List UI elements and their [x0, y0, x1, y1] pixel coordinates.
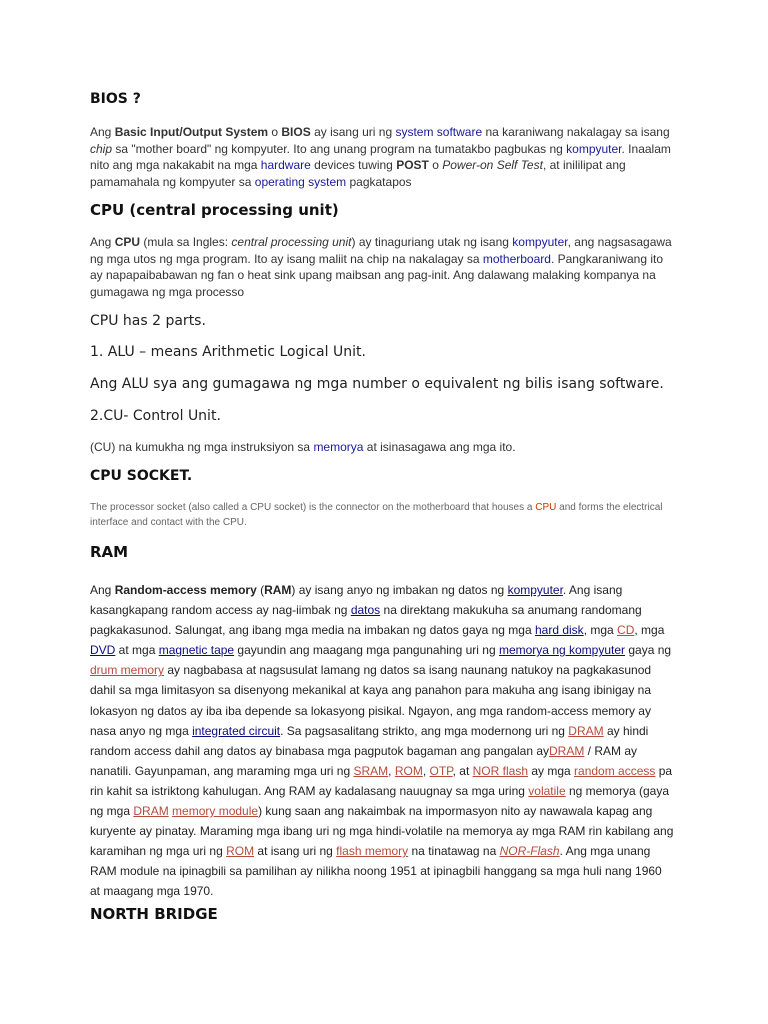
text: ) ay tinaguriang utak ng isang	[351, 235, 513, 249]
bios-paragraph	[90, 124, 675, 190]
bold-text: Basic Input/Output System	[114, 125, 269, 139]
link-dvd[interactable]: DVD	[90, 643, 116, 658]
alu-description: Ang ALU sya ang gumagawa ng mga number o equivalent ng bilis isang software.	[90, 376, 664, 392]
text: ay mga	[528, 763, 575, 778]
text: na karaniwang nakalagay sa isang	[482, 125, 670, 139]
bios-heading: BIOS ?	[90, 91, 141, 107]
link-motherboard[interactable]: motherboard	[482, 251, 551, 266]
bold-text: BIOS	[281, 125, 311, 139]
link-memorya-ng-kompyuter[interactable]: memorya ng kompyuter	[498, 643, 626, 658]
text: pagkatapos	[346, 174, 412, 189]
text: , at inililipat ang pamamahala ng kompyuter sa	[90, 158, 626, 189]
italic-text: central processing unit	[231, 235, 352, 249]
link-drum-memory[interactable]: drum memory	[90, 663, 165, 678]
text: . Pangkaraniwang ito ay napapaibabawan ng fan o heat sink upang maibsan ang pag-init. Ang dalawang malaking kompanya na gumagawa ng mga processo	[90, 251, 664, 299]
link-rom[interactable]: ROM	[394, 763, 423, 778]
link-operating-system[interactable]: operating system	[254, 174, 347, 189]
text: . Sa pagsasalitang strikto, ang mga modernong uri ng	[280, 723, 569, 738]
cpu-paragraph	[90, 234, 675, 300]
link-flash-memory[interactable]: flash memory	[336, 844, 409, 859]
italic-text: Power-on Self Test	[442, 158, 543, 172]
ram-heading: RAM	[90, 543, 129, 561]
link-dram[interactable]: DRAM	[568, 723, 604, 738]
cpu-heading: CPU (central processing unit)	[90, 201, 339, 219]
text: (	[256, 583, 265, 597]
text: at isinasagawa ang mga ito.	[363, 440, 516, 454]
text: , ang nagsasagawa ng mga utos ng mga program. Ito ay isang maliit na chip na nakalagay sa	[90, 235, 672, 266]
cpu-socket-heading: CPU SOCKET.	[90, 468, 193, 484]
text: Ang	[90, 125, 115, 139]
text: na direktang makukuha sa anumang randomang pagkakasunod. Salungat, ang ibang mga media na imbakan ng datos gaya ng mga	[90, 603, 642, 638]
text: / RAM ay nanatili. Gayunpaman, ang maraming mga uri ng	[90, 743, 638, 778]
cpu-socket-paragraph	[90, 500, 675, 530]
cpu-highlight: CPU	[535, 502, 557, 513]
link-memory-module[interactable]: memory module	[172, 804, 259, 819]
bold-text: Random-access memory	[114, 583, 257, 597]
link-dram[interactable]: DRAM	[549, 743, 585, 758]
text: ,	[388, 763, 395, 778]
text: gaya ng	[625, 643, 672, 658]
text: . Ang mga unang RAM module na ipinagbili sa pamilihan ay nilikha noong 1951 at ipinagbili hanggang sa mga huli nang 1960 at maagang mga 1970.	[90, 844, 662, 899]
link-random-access[interactable]: random access	[574, 763, 656, 778]
text: sa "mother board" ng kompyuter. Ito ang unang program na tumatakbo pagbukas ng	[112, 141, 567, 156]
text: o	[428, 158, 443, 172]
text: devices tuwing	[310, 158, 397, 172]
bold-text: RAM	[264, 583, 292, 597]
text: (CU) na kumukha ng mga instruksiyon sa	[90, 440, 314, 454]
text: na tinatawag na	[408, 844, 500, 859]
link-nor-flash-italic[interactable]: NOR-Flash	[499, 844, 560, 859]
bold-text: CPU	[114, 235, 141, 249]
link-cd[interactable]: CD	[617, 623, 635, 638]
link-rom[interactable]: ROM	[226, 844, 255, 859]
north-bridge-heading: NORTH BRIDGE	[90, 905, 218, 923]
link-otp[interactable]: OTP	[429, 763, 453, 778]
text: o	[268, 125, 282, 139]
text: , mga	[583, 623, 618, 638]
text: ,	[422, 763, 430, 778]
text: Ang	[90, 235, 115, 249]
link-dram[interactable]: DRAM	[133, 804, 169, 819]
text: The processor socket (also called a CPU socket) is the connector on the motherboard that houses a	[90, 502, 536, 513]
link-sram[interactable]: SRAM	[353, 763, 389, 778]
text: (mula sa Ingles:	[140, 235, 232, 249]
link-magnetic-tape[interactable]: magnetic tape	[158, 643, 235, 658]
text: at isang uri ng	[254, 844, 337, 859]
text: , at	[452, 763, 473, 778]
alu-line: 1. ALU – means Arithmetic Logical Unit.	[90, 344, 366, 360]
bold-text: POST	[396, 158, 429, 172]
text: pa rin kahit sa istriktong kahulugan. Ang RAM ay kadalasang nauugnay sa mga uring	[90, 763, 673, 798]
link-integrated-circuit[interactable]: integrated circuit	[192, 723, 281, 738]
cu-paragraph	[90, 439, 675, 456]
link-kompyuter[interactable]: kompyuter	[507, 583, 563, 597]
text: ay hindi random access dahil ang datos ay binabasa mga pagputok bagaman ang pangalan ay	[90, 723, 649, 758]
link-system-software[interactable]: system software	[395, 125, 483, 139]
text: and forms the electrical interface and contact with the CPU.	[90, 502, 663, 528]
link-nor-flash[interactable]: NOR flash	[472, 763, 528, 778]
link-hard-disk[interactable]: hard disk	[534, 623, 584, 638]
link-hardware[interactable]: hardware	[260, 158, 311, 172]
text: , mga	[634, 623, 665, 638]
text: ay nagbabasa at nagsusulat lamang ng datos sa isang naunang natukoy na pagkakasunod dahil sa mga limitasyon sa disenyong mekanikal at kaya ang panahon para makuha ang isang ibinigay na lokasyon ng datos ay iba iba depende sa lokasyong pisikal. Ngayon, ang mga random-access memory ay nasa anyo ng mga	[90, 663, 652, 738]
text: . Inaalam nito ang mga nakakabit na mga	[90, 141, 671, 172]
ram-paragraph	[90, 580, 675, 902]
link-datos[interactable]: datos	[350, 603, 381, 618]
link-kompyuter[interactable]: kompyuter	[512, 235, 568, 249]
link-volatile[interactable]: volatile	[528, 783, 566, 798]
cu-line: 2.CU- Control Unit.	[90, 408, 221, 424]
link-kompyuter[interactable]: kompyuter	[566, 141, 622, 156]
text: ay isang uri ng	[310, 125, 396, 139]
text: gayundin ang maagang mga pangunahing uri ng	[234, 643, 499, 658]
text: at mga	[115, 643, 159, 658]
link-memorya[interactable]: memorya	[313, 440, 364, 454]
italic-text: chip	[90, 141, 113, 156]
text: . Ang isang kasangkapang random access ay nag-iimbak ng	[90, 583, 623, 618]
text: ) kung saan ang nakaimbak na impormasyon nito ay nawawala kapag ang kuryente ay pinatay. Maraming mga ibang uri ng mga hindi-volatile na memorya ay mga RAM rin kabilang ang karamihan ng mga uri ng	[90, 804, 674, 859]
text: Ang	[90, 583, 115, 597]
text: ) ay isang anyo ng imbakan ng datos ng	[291, 583, 508, 597]
cpu-parts-line: CPU has 2 parts.	[90, 313, 206, 329]
text: ng memorya (gaya ng mga	[90, 783, 670, 819]
